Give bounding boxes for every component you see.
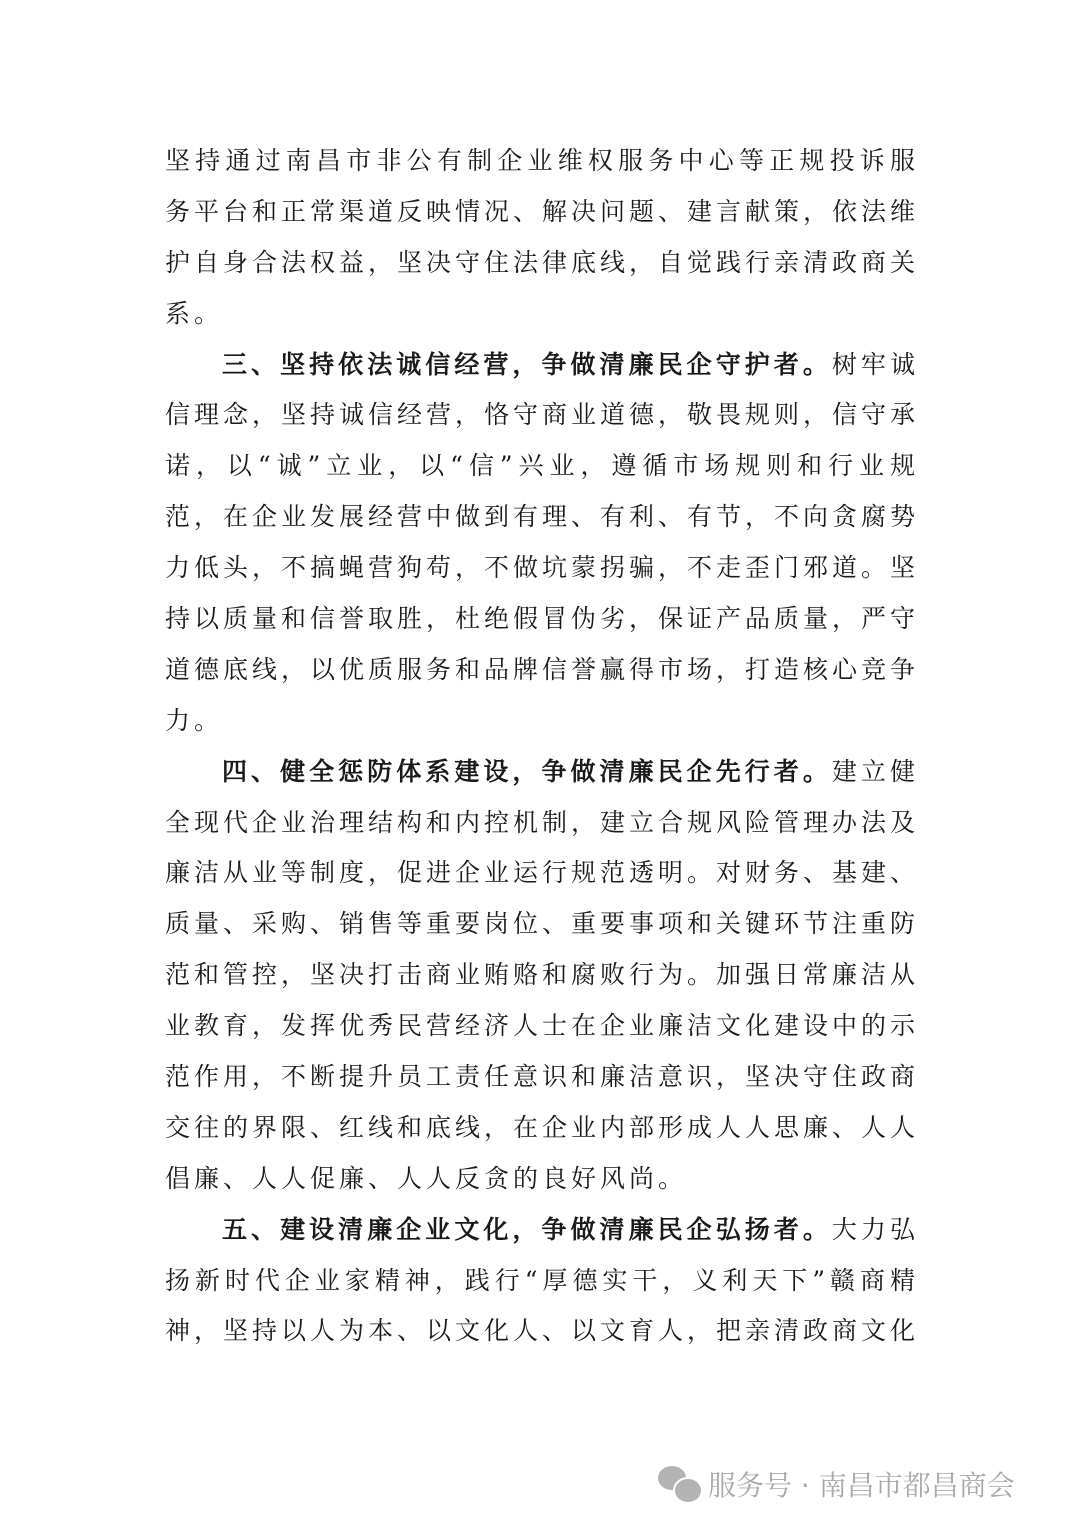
text-run: 树牢诚 — [831, 349, 915, 379]
text-line: 力。 — [165, 705, 224, 735]
text-line: 务平台和正常渠道反映情况、解决问题、建言献策，依法维 — [165, 196, 915, 226]
text-line: 诺，以“诚”立业，以“信”兴业，遵循市场规则和行业规 — [165, 451, 915, 481]
text-line: 倡廉、人人促廉、人人反贪的良好风尚。 — [165, 1163, 688, 1193]
text-line: 系。 — [165, 298, 224, 328]
text-line: 全现代企业治理结构和内控机制，建立合规风险管理办法及 — [165, 807, 915, 837]
text-line: 范，在企业发展经营中做到有理、有利、有节，不向贪腐势 — [165, 502, 915, 532]
text-line: 信理念，坚持诚信经营，恪守商业道德，敬畏规则，信守承 — [165, 400, 915, 430]
text-line: 廉洁从业等制度，促进企业运行规范透明。对财务、基建、 — [165, 858, 915, 888]
text-line: 力低头，不搞蝇营狗苟，不做坑蒙拐骗，不走歪门邪道。坚 — [165, 553, 915, 583]
account-label: 服务号 · 南昌市都昌商会 — [708, 1469, 1015, 1502]
text-line: 持以质量和信誉取胜，杜绝假冒伪劣，保证产品质量，严守 — [165, 604, 915, 634]
wechat-icon — [656, 1464, 700, 1504]
text-line: 坚持通过南昌市非公有制企业维权服务中心等正规投诉服 — [165, 146, 915, 175]
text-line: 范和管控，坚决打击商业贿赂和腐败行为。加强日常廉洁从 — [165, 960, 915, 990]
text-line: 范作用，不断提升员工责任意识和廉洁意识，坚决守住政商 — [165, 1062, 915, 1092]
paragraph-3 — [165, 747, 915, 1205]
text-line: 质量、采购、销售等重要岗位、重要事项和关键环节注重防 — [165, 909, 915, 939]
text-line: 交往的界限、红线和底线，在企业内部形成人人思廉、人人 — [165, 1112, 915, 1142]
text-line: 道德底线，以优质服务和品牌信誉赢得市场，打造核心竞争 — [165, 654, 915, 684]
heading-line — [165, 340, 915, 391]
text-line: 扬新时代企业家精神，践行“厚德实干，义利天下”赣商精 — [165, 1265, 915, 1295]
document-body — [165, 136, 915, 1357]
section-heading: 三、坚持依法诚信经营，争做清廉民企守护者。 — [222, 349, 832, 379]
paragraph-4 — [165, 1205, 915, 1358]
section-heading: 四、健全惩防体系建设，争做清廉民企先行者。 — [222, 756, 832, 786]
text-line: 护自身合法权益，坚决守住法律底线，自觉践行亲清政商关 — [165, 247, 915, 277]
heading-line — [165, 747, 915, 798]
text-line: 神，坚持以人为本、以文化人、以文育人，把亲清政商文化 — [165, 1316, 915, 1346]
text-run: 大力弘 — [831, 1214, 915, 1244]
paragraph-2 — [165, 340, 915, 747]
section-heading: 五、建设清廉企业文化，争做清廉民企弘扬者。 — [222, 1214, 832, 1244]
text-run: 建立健 — [831, 756, 915, 786]
heading-line — [165, 1205, 915, 1256]
text-line: 业教育，发挥优秀民营经济人士在企业廉洁文化建设中的示 — [165, 1011, 915, 1041]
account-watermark — [656, 1462, 1015, 1506]
paragraph-1 — [165, 136, 915, 340]
